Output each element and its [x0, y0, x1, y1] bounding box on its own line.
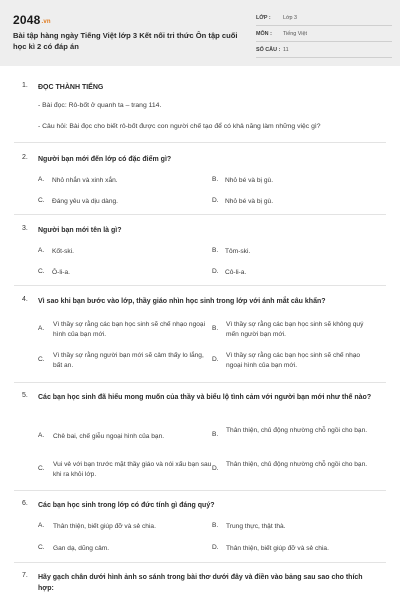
meta-value: 11: [283, 47, 289, 53]
option-label: B.: [212, 247, 219, 254]
option-text: Đáng yêu và dịu dàng.: [52, 198, 118, 205]
option-text: Nhỏ bé và bị gù.: [225, 177, 274, 184]
question-number: 1.: [22, 82, 28, 89]
divider: [14, 382, 386, 383]
option-label: B.: [212, 522, 219, 529]
question-number: 6.: [22, 500, 28, 507]
question-number: 3.: [22, 225, 28, 232]
document-title: Bài tập hàng ngày Tiếng Việt lớp 3 Kết nối tri thức Ôn tập cuối học kì 2 có đáp án: [13, 31, 238, 51]
question-text: ĐỌC THÀNH TIẾNG: [38, 84, 104, 91]
meta-key: MÔN :: [256, 31, 272, 37]
meta-key: SỐ CÂU :: [256, 47, 281, 53]
header: [0, 0, 400, 66]
option-label: D.: [212, 465, 219, 472]
option-label: D.: [212, 197, 219, 204]
divider: [14, 142, 386, 143]
option-text: Nhỏ bé và bị gù.: [225, 198, 274, 205]
option-text: Thân thiện, chủ động nhường chỗ ngồi cho bạn.: [226, 427, 368, 434]
option-label: D.: [212, 356, 219, 363]
question-text: Hãy gạch chân dưới hình ảnh so sánh trong bài thơ dưới đây và điền vào bảng sau sao cho thích hợp:: [38, 574, 363, 592]
divider: [14, 562, 386, 563]
question-text: Vì sao khi bạn bước vào lớp, thầy giáo nhìn học sinh trong lớp với ánh mắt câu khẩn?: [38, 298, 326, 305]
logo-suffix: .vn: [41, 19, 51, 25]
reading-line: - Bài đọc: Rô-bốt ở quanh ta – trang 114.: [38, 102, 162, 109]
meta-value: Lớp 3: [283, 15, 298, 21]
divider: [14, 490, 386, 491]
option-text: Chê bai, chế giễu ngoại hình của bạn.: [53, 433, 165, 440]
option-text: Nhỏ nhắn và xinh xắn.: [52, 177, 118, 184]
option-label: B.: [212, 176, 219, 183]
option-label: D.: [212, 544, 219, 551]
option-label: C.: [38, 465, 45, 472]
option-text: Kốt-ski.: [52, 248, 74, 255]
question-text: Người bạn mới đến lớp có đặc điểm gì?: [38, 156, 172, 163]
option-text: Vì thầy sợ rằng các bạn học sinh sẽ chế nhạo ngoại hình của bạn mới.: [226, 352, 361, 369]
meta-value: Tiếng Việt: [283, 31, 307, 37]
option-text: Trung thực, thật thà.: [226, 523, 286, 530]
option-text: Vì thầy sợ rằng các bạn học sinh sẽ chế nhạo ngoại hình của bạn mới.: [53, 321, 206, 338]
option-label: A.: [38, 432, 45, 439]
question-text: Người bạn mới tên là gì?: [38, 227, 122, 234]
option-text: Thân thiện, biết giúp đỡ và sẻ chia.: [226, 545, 329, 552]
question-line: - Câu hỏi: Bài đọc cho biết rô-bốt được con người chế tạo để có khả năng làm những việc gì?: [38, 123, 321, 130]
question-number: 7.: [22, 572, 28, 579]
meta-row-count: [256, 42, 392, 58]
site-logo[interactable]: [13, 13, 51, 27]
option-text: Thân thiện, biết giúp đỡ và sẻ chia.: [53, 523, 156, 530]
option-label: A.: [38, 176, 45, 183]
option-label: B.: [212, 431, 219, 438]
question-text: Các bạn học sinh đã hiểu mong muốn của thầy và biểu lộ tình cảm với người bạn mới như thế nào?: [38, 394, 372, 401]
option-text: Vì thầy sợ rằng người bạn mới sẽ cảm thấy lo lắng, bất an.: [53, 352, 204, 369]
option-label: A.: [38, 247, 45, 254]
option-label: A.: [38, 325, 45, 332]
option-text: Thân thiện, chủ động nhường chỗ ngồi cho bạn.: [226, 461, 368, 468]
logo-text: 2048: [13, 13, 41, 27]
option-label: B.: [212, 325, 219, 332]
option-label: D.: [212, 268, 219, 275]
option-label: C.: [38, 356, 45, 363]
meta-row-grade: [256, 10, 392, 26]
option-text: Ô-li-a.: [52, 269, 70, 276]
meta-row-subject: [256, 26, 392, 42]
question-number: 4.: [22, 296, 28, 303]
question-number: 2.: [22, 154, 28, 161]
option-text: Cô-li-a.: [225, 269, 247, 276]
divider: [14, 214, 386, 215]
question-text: Các bạn học sinh trong lớp có đức tính gì đáng quý?: [38, 502, 215, 509]
divider: [14, 285, 386, 286]
option-label: C.: [38, 197, 45, 204]
meta-table: [256, 10, 392, 58]
option-label: C.: [38, 268, 45, 275]
option-text: Tôm-ski.: [225, 248, 251, 255]
option-text: Gan dạ, dũng cảm.: [53, 545, 110, 552]
option-text: Vì thầy sợ rằng các bạn học sinh sẽ không quý mến người bạn mới.: [226, 321, 364, 338]
option-text: Vui vẻ với bạn trước mặt thầy giáo và nói xấu bạn sau khi ra khỏi lớp.: [53, 461, 212, 478]
option-label: A.: [38, 522, 45, 529]
question-number: 5.: [22, 392, 28, 399]
option-label: C.: [38, 544, 45, 551]
meta-key: LỚP :: [256, 15, 271, 21]
